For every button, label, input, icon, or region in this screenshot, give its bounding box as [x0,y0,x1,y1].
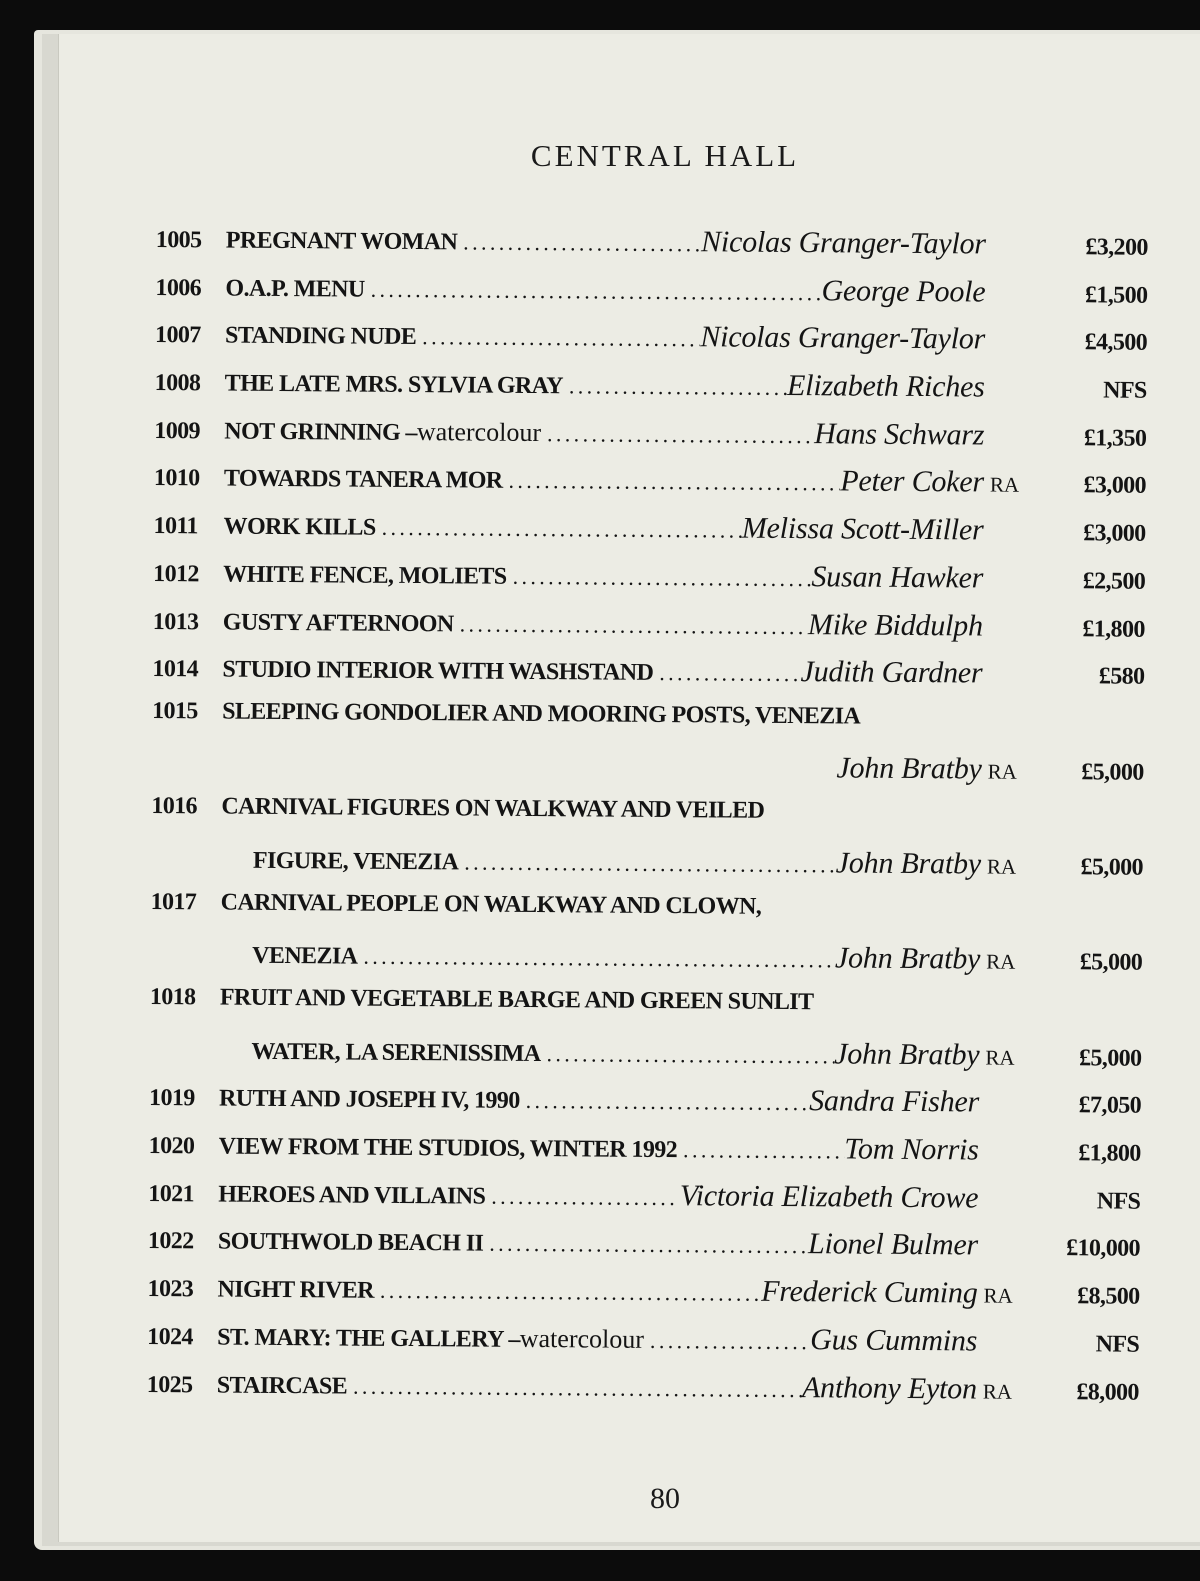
entry-price: £3,000 [1083,520,1146,547]
line-spacer [860,723,1144,725]
entry-artist: Nicolas Granger-Taylor [700,225,986,261]
entry-title: PREGNANT WOMAN [225,227,458,256]
entry-artist: Gus Cummins [810,1322,978,1358]
catalogue-entry [153,507,1145,562]
catalogue-entry [149,1127,1141,1182]
catalogue-entry [155,364,1147,419]
entry-title: THE LATE MRS. SYLVIA GRAY [224,370,564,400]
leader-dots [347,1373,802,1403]
entry-number: 1021 [148,1180,195,1208]
leader-dots [541,421,814,449]
entry-artist: John Bratby [834,1037,980,1072]
entry-number: 1012 [153,560,199,588]
entry-price: £3,000 [1083,472,1147,500]
number-spacer [150,962,220,963]
line-spacer [222,772,837,777]
catalogue-entry-continuation [149,1032,1141,1087]
catalogue-entry [147,1365,1139,1420]
entry-number: 1005 [155,226,202,254]
catalogue-entry [151,793,1143,848]
catalogue-entry [147,1318,1139,1373]
entry-title: TOWARDS TANERA MOR [223,465,503,495]
catalogue-entry [153,555,1145,610]
entry-title: ST. MARY: THE GALLERY – [217,1324,520,1353]
ra-suffix: RA [986,949,1016,975]
entry-title: SOUTHWOLD BEACH II [217,1228,484,1258]
catalogue-entry [148,1175,1140,1230]
entry-artist: Melissa Scott-Miller [741,511,984,547]
entry-price: £1,500 [1084,281,1148,309]
entry-number: 1015 [152,697,198,725]
entry-number: 1007 [154,322,201,349]
leader-dots [540,1041,834,1069]
entry-artist: John Bratby [834,941,981,976]
entry-artist: Victoria Elizabeth Crowe [679,1178,979,1215]
entry-number: 1017 [150,888,197,915]
entry-title: O.A.P. MENU [225,275,365,303]
entry-number: 1018 [149,983,196,1011]
entry-medium: watercolour [519,1323,645,1354]
entry-artist: Peter Coker [840,464,985,499]
entry-title: NOT GRINNING – [224,418,417,446]
ra-suffix: RA [983,1283,1013,1308]
catalogue-entry [155,269,1147,324]
leader-dots [365,276,822,306]
entry-artist: Judith Gardner [800,655,983,690]
entry-artist: Tom Norris [844,1132,979,1167]
entry-title-continuation: VENEZIA [252,943,358,970]
entry-artist: Susan Hawker [811,559,984,595]
entry-title: CARNIVAL FIGURES ON WALKWAY AND VEILED [221,793,765,825]
entry-number: 1014 [152,656,199,683]
entry-number: 1009 [154,417,201,445]
catalogue-entry [152,698,1144,753]
entry-artist: Frederick Cuming [761,1274,978,1310]
entry-artist: Lionel Bulmer [807,1227,979,1262]
leader-dots [374,1278,761,1307]
entry-price: NFS [1095,1331,1140,1358]
entry-title: FRUIT AND VEGETABLE BARGE AND GREEN SUNLIT [219,984,814,1016]
ra-suffix: RA [986,854,1017,879]
catalogue-list [147,221,1148,1421]
entry-price: £10,000 [1066,1235,1141,1263]
entry-title: HEROES AND VILLAINS [218,1181,486,1210]
catalogue-entry [148,1222,1140,1277]
entry-price: £5,000 [1081,758,1144,786]
entry-artist: Anthony Eyton [801,1370,977,1405]
page-number: 80 [650,1482,680,1515]
entry-title: VIEW FROM THE STUDIOS, WINTER 1992 [218,1133,678,1164]
page-title: CENTRAL HALL [530,138,800,173]
line-spacer [764,818,1143,821]
entry-artist: Nicolas Granger-Taylor [700,320,986,356]
entry-title: STAIRCASE [216,1372,348,1400]
entry-number: 1010 [153,465,200,492]
catalogue-entry-continuation [151,841,1143,896]
entry-medium: watercolour [416,416,542,447]
leader-dots [454,611,809,640]
catalogue-entry [150,984,1142,1039]
entry-artist: Elizabeth Riches [787,369,985,404]
entry-artist: Mike Biddulph [807,607,983,643]
entry-price: £4,500 [1084,329,1148,357]
entry-number: 1006 [155,274,202,302]
entry-title: CARNIVAL PEOPLE ON WALKWAY AND CLOWN, [220,889,762,920]
catalogue-entry [154,459,1146,514]
number-spacer [151,867,221,868]
entry-number: 1020 [148,1133,195,1160]
leader-dots [507,564,812,592]
leader-dots [520,1088,810,1116]
leader-dots [457,229,701,257]
entry-price: NFS [1103,377,1147,404]
leader-dots [563,373,787,401]
catalogue-entry [149,1079,1141,1134]
leader-dots [416,324,700,352]
entry-price: £5,000 [1078,1044,1142,1072]
entry-artist: Sandra Fisher [809,1084,980,1119]
catalogue-entry [154,412,1146,467]
entry-title-continuation: FIGURE, VENEZIA [252,847,459,876]
entry-price: £8,500 [1077,1283,1140,1310]
ra-suffix: RA [985,1045,1015,1070]
leader-dots [483,1231,808,1260]
catalogue-entry [156,221,1148,276]
entry-price: £1,350 [1083,425,1147,452]
catalogue-entry [147,1270,1139,1325]
line-spacer [813,1009,1141,1012]
leader-dots [376,515,742,544]
entry-number: 1023 [147,1276,194,1303]
catalogue-entry-continuation [152,746,1144,801]
entry-artist: John Bratby [835,846,982,881]
entry-title: GUSTY AFTERNOON [222,609,454,637]
entry-artist: John Bratby [836,750,982,786]
entry-number: 1022 [147,1228,194,1255]
number-spacer [149,1058,219,1059]
leader-dots [644,1328,810,1355]
entry-price: £1,800 [1082,615,1145,643]
entry-number: 1008 [154,370,201,397]
entry-artist: George Poole [821,273,986,309]
entry-number: 1016 [151,793,198,820]
catalogue-entry [150,889,1142,944]
catalogue-entry [153,602,1145,657]
leader-dots [502,468,840,497]
entry-title: WORK KILLS [223,513,376,541]
entry-price: £8,000 [1076,1378,1139,1406]
leader-dots [677,1137,844,1164]
entry-title: NIGHT RIVER [217,1276,375,1304]
entry-number: 1013 [152,608,199,635]
number-spacer [152,772,222,773]
entry-title: WHITE FENCE, MOLIETS [223,561,507,590]
entry-number: 1024 [147,1323,193,1351]
leader-dots [485,1183,680,1211]
catalogue-entry [155,316,1147,371]
entry-title: STUDIO INTERIOR WITH WASHSTAND [222,656,654,687]
entry-number: 1019 [149,1085,195,1112]
entry-price: £3,200 [1085,234,1148,261]
entry-title: STANDING NUDE [224,322,417,351]
entry-price: £5,000 [1079,949,1143,977]
entry-artist: Hans Schwarz [814,416,985,452]
ra-suffix: RA [987,759,1017,784]
entry-price: £1,800 [1078,1140,1141,1167]
entry-price: £580 [1098,663,1145,690]
ra-suffix: RA [982,1379,1013,1404]
leader-dots [458,849,836,878]
leader-dots [653,660,800,687]
ra-suffix: RA [989,472,1020,498]
catalogue-entry [152,650,1144,705]
catalogue-entry-continuation [150,936,1142,991]
entry-price: £5,000 [1080,854,1144,881]
entry-price: £2,500 [1082,568,1146,595]
leader-dots [357,944,835,974]
line-spacer [761,913,1142,916]
entry-number: 1025 [146,1371,193,1398]
entry-price: NFS [1096,1188,1141,1215]
entry-title: SLEEPING GONDOLIER AND MOORING POSTS, VENEZIA [222,698,861,730]
entry-title: RUTH AND JOSEPH IV, 1990 [219,1085,520,1115]
entry-title-continuation: WATER, LA SERENISSIMA [251,1038,541,1067]
entry-price: £7,050 [1078,1092,1142,1120]
entry-number: 1011 [153,513,198,540]
